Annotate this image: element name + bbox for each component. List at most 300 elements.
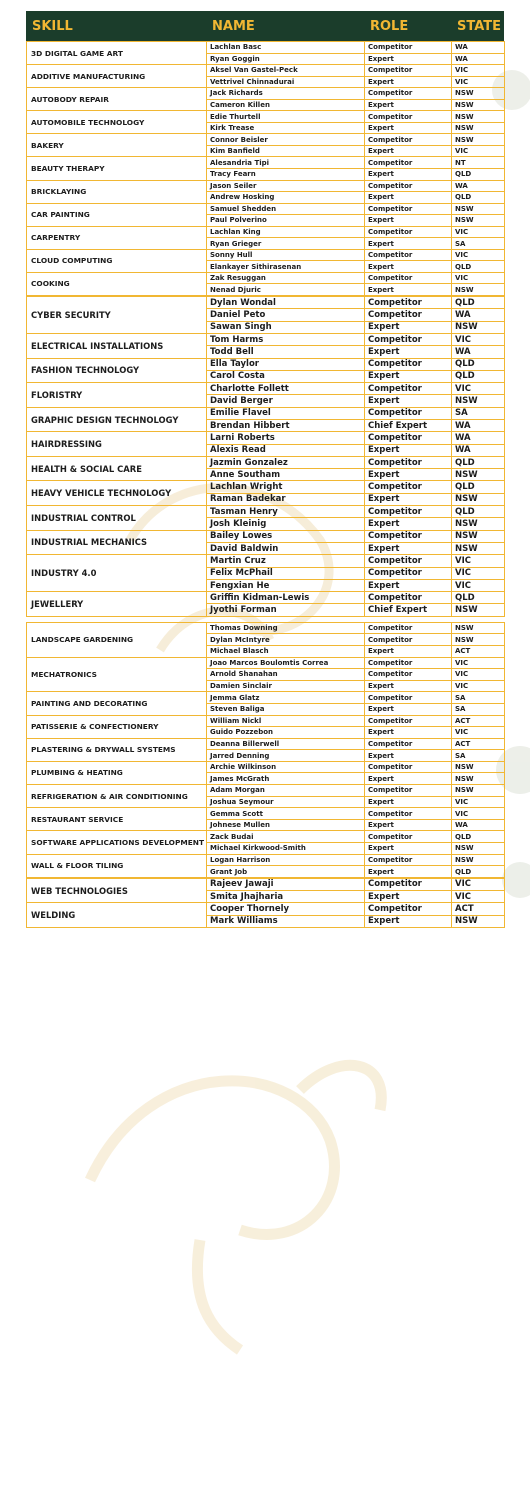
name-cell: Zak Resuggan [207, 272, 365, 284]
role-cell: Expert [365, 215, 452, 227]
state-cell: QLD [452, 169, 505, 181]
name-cell: Jemma Glatz [207, 692, 365, 704]
table-row [27, 88, 505, 100]
state-cell: VIC [452, 555, 505, 567]
state-cell: VIC [452, 891, 505, 903]
role-cell: Expert [365, 819, 452, 831]
name-cell: Dylan Wondal [207, 297, 365, 309]
state-cell: QLD [452, 831, 505, 843]
skill-cell: WALL & FLOOR TILING [27, 854, 207, 877]
state-cell: WA [452, 819, 505, 831]
state-cell: SA [452, 238, 505, 250]
state-cell: NSW [452, 203, 505, 215]
skill-cell: BRICKLAYING [27, 180, 207, 203]
role-cell: Competitor [365, 456, 452, 468]
skill-cell: ADDITIVE MANUFACTURING [27, 65, 207, 88]
state-cell: NT [452, 157, 505, 169]
name-cell: Lachlan Wright [207, 481, 365, 493]
state-cell: NSW [452, 395, 505, 407]
state-cell: VIC [452, 669, 505, 681]
name-cell: Thomas Downing [207, 622, 365, 634]
role-cell: Competitor [365, 692, 452, 704]
role-cell: Competitor [365, 272, 452, 284]
name-cell: Kirk Trease [207, 122, 365, 134]
name-cell: Cooper Thornely [207, 903, 365, 915]
table-row [27, 456, 505, 468]
role-cell: Competitor [365, 622, 452, 634]
role-cell: Expert [365, 53, 452, 65]
state-cell: NSW [452, 773, 505, 785]
state-cell: ACT [452, 715, 505, 727]
table-row [27, 715, 505, 727]
role-cell: Expert [365, 169, 452, 181]
table-row [27, 111, 505, 123]
name-cell: James McGrath [207, 773, 365, 785]
role-cell: Competitor [365, 657, 452, 669]
name-cell: Jack Richards [207, 88, 365, 100]
skill-cell: HEAVY VEHICLE TECHNOLOGY [27, 481, 207, 506]
table-row [27, 42, 505, 54]
role-cell: Expert [365, 796, 452, 808]
table-row [27, 249, 505, 261]
name-cell: Deanna Billerwell [207, 738, 365, 750]
skill-cell: JEWELLERY [27, 592, 207, 617]
state-cell: VIC [452, 657, 505, 669]
name-cell: Elankayer Sithirasenan [207, 261, 365, 273]
state-cell: NSW [452, 622, 505, 634]
name-cell: Alexis Read [207, 444, 365, 456]
name-cell: Jyothi Forman [207, 604, 365, 616]
name-cell: Brendan Hibbert [207, 420, 365, 432]
name-cell: Daniel Peto [207, 309, 365, 321]
role-cell: Competitor [365, 506, 452, 518]
name-cell: Zack Budai [207, 831, 365, 843]
role-cell: Expert [365, 284, 452, 296]
skill-cell: AUTOBODY REPAIR [27, 88, 207, 111]
role-cell: Competitor [365, 634, 452, 646]
name-cell: Dylan McIntyre [207, 634, 365, 646]
name-cell: Fengxian He [207, 579, 365, 591]
name-cell: Paul Polverino [207, 215, 365, 227]
name-cell: Guido Pozzebon [207, 727, 365, 739]
skill-cell: GRAPHIC DESIGN TECHNOLOGY [27, 407, 207, 432]
skill-cell: MECHATRONICS [27, 657, 207, 692]
state-cell: QLD [452, 592, 505, 604]
name-cell: Smita Jhajharia [207, 891, 365, 903]
state-cell: SA [452, 407, 505, 419]
name-cell: Larni Roberts [207, 432, 365, 444]
role-cell: Competitor [365, 808, 452, 820]
name-cell: Tasman Henry [207, 506, 365, 518]
skill-cell: CYBER SECURITY [27, 297, 207, 334]
name-cell: Johnese Mullen [207, 819, 365, 831]
table-row [27, 272, 505, 284]
table-row [27, 65, 505, 77]
role-cell: Competitor [365, 309, 452, 321]
skill-cell: AUTOMOBILE TECHNOLOGY [27, 111, 207, 134]
table-row [27, 333, 505, 345]
role-cell: Expert [365, 493, 452, 505]
state-cell: NSW [452, 634, 505, 646]
role-cell: Expert [365, 866, 452, 878]
table-row [27, 854, 505, 866]
state-cell: VIC [452, 76, 505, 88]
table-row [27, 555, 505, 567]
name-cell: Joshua Seymour [207, 796, 365, 808]
name-cell: Rajeev Jawaji [207, 878, 365, 890]
role-cell: Competitor [365, 383, 452, 395]
role-cell: Expert [365, 99, 452, 111]
table-row [27, 157, 505, 169]
roster-table [26, 878, 505, 928]
state-cell: VIC [452, 65, 505, 77]
skill-cell: HEALTH & SOCIAL CARE [27, 456, 207, 481]
header-skill: SKILL [32, 18, 73, 34]
skill-cell: RESTAURANT SERVICE [27, 808, 207, 831]
state-cell: ACT [452, 903, 505, 915]
name-cell: Raman Badekar [207, 493, 365, 505]
name-cell: Michael Blasch [207, 645, 365, 657]
table-row [27, 203, 505, 215]
state-cell: VIC [452, 226, 505, 238]
name-cell: Ryan Goggin [207, 53, 365, 65]
state-cell: NSW [452, 111, 505, 123]
table-row [27, 878, 505, 890]
state-cell: VIC [452, 808, 505, 820]
table-row [27, 383, 505, 395]
role-cell: Competitor [365, 180, 452, 192]
name-cell: Jazmin Gonzalez [207, 456, 365, 468]
state-cell: NSW [452, 518, 505, 530]
role-cell: Competitor [365, 831, 452, 843]
table-row [27, 808, 505, 820]
table-row [27, 134, 505, 146]
skill-cell: CAR PAINTING [27, 203, 207, 226]
role-cell: Competitor [365, 481, 452, 493]
name-cell: William Nickl [207, 715, 365, 727]
role-cell: Competitor [365, 878, 452, 890]
role-cell: Expert [365, 703, 452, 715]
skill-cell: CLOUD COMPUTING [27, 249, 207, 272]
state-cell: NSW [452, 469, 505, 481]
name-cell: Logan Harrison [207, 854, 365, 866]
role-cell: Expert [365, 76, 452, 88]
skill-cell: FASHION TECHNOLOGY [27, 358, 207, 383]
skill-cell: ELECTRICAL INSTALLATIONS [27, 333, 207, 358]
name-cell: Alesandria Tipi [207, 157, 365, 169]
name-cell: Anne Southam [207, 469, 365, 481]
role-cell: Expert [365, 122, 452, 134]
state-cell: WA [452, 444, 505, 456]
name-cell: Martin Cruz [207, 555, 365, 567]
state-cell: SA [452, 703, 505, 715]
state-cell: NSW [452, 604, 505, 616]
name-cell: Archie Wilkinson [207, 761, 365, 773]
role-cell: Expert [365, 645, 452, 657]
role-cell: Expert [365, 192, 452, 204]
role-cell: Expert [365, 915, 452, 927]
role-cell: Competitor [365, 65, 452, 77]
name-cell: Lachlan King [207, 226, 365, 238]
name-cell: Michael Kirkwood-Smith [207, 843, 365, 855]
state-cell: NSW [452, 854, 505, 866]
name-cell: Arnold Shanahan [207, 669, 365, 681]
role-cell: Expert [365, 727, 452, 739]
role-cell: Expert [365, 843, 452, 855]
name-cell: David Baldwin [207, 542, 365, 554]
role-cell: Expert [365, 542, 452, 554]
name-cell: Mark Williams [207, 915, 365, 927]
name-cell: Connor Beisler [207, 134, 365, 146]
state-cell: VIC [452, 579, 505, 591]
state-cell: QLD [452, 456, 505, 468]
role-cell: Chief Expert [365, 604, 452, 616]
state-cell: WA [452, 309, 505, 321]
role-cell: Competitor [365, 592, 452, 604]
skill-cell: COOKING [27, 272, 207, 295]
state-cell: QLD [452, 866, 505, 878]
table-row [27, 831, 505, 843]
table-row [27, 761, 505, 773]
role-cell: Competitor [365, 715, 452, 727]
state-cell: NSW [452, 122, 505, 134]
name-cell: Steven Baliga [207, 703, 365, 715]
role-cell: Competitor [365, 903, 452, 915]
name-cell: Jason Seiler [207, 180, 365, 192]
skill-cell: HAIRDRESSING [27, 432, 207, 457]
name-cell: Carol Costa [207, 370, 365, 382]
table-header [26, 11, 504, 41]
role-cell: Competitor [365, 134, 452, 146]
role-cell: Expert [365, 321, 452, 333]
table-row [27, 506, 505, 518]
state-cell: NSW [452, 493, 505, 505]
skill-cell: FLORISTRY [27, 383, 207, 408]
name-cell: Felix McPhail [207, 567, 365, 579]
header-state: STATE [457, 18, 502, 34]
role-cell: Expert [365, 469, 452, 481]
state-cell: VIC [452, 878, 505, 890]
role-cell: Expert [365, 891, 452, 903]
state-cell: ACT [452, 738, 505, 750]
name-cell: Tom Harms [207, 333, 365, 345]
role-cell: Expert [365, 346, 452, 358]
role-cell: Competitor [365, 567, 452, 579]
role-cell: Competitor [365, 111, 452, 123]
skill-cell: CARPENTRY [27, 226, 207, 249]
skill-cell: SOFTWARE APPLICATIONS DEVELOPMENT [27, 831, 207, 854]
role-cell: Competitor [365, 530, 452, 542]
role-cell: Chief Expert [365, 420, 452, 432]
name-cell: Sawan Singh [207, 321, 365, 333]
name-cell: Josh Kleinig [207, 518, 365, 530]
state-cell: NSW [452, 915, 505, 927]
role-cell: Competitor [365, 407, 452, 419]
role-cell: Competitor [365, 669, 452, 681]
table-row [27, 738, 505, 750]
name-cell: Lachlan Basc [207, 42, 365, 54]
state-cell: WA [452, 432, 505, 444]
role-cell: Expert [365, 750, 452, 762]
name-cell: Tracy Fearn [207, 169, 365, 181]
header-role: ROLE [370, 18, 409, 34]
state-cell: SA [452, 692, 505, 704]
skill-cell: INDUSTRIAL CONTROL [27, 506, 207, 531]
table-row [27, 530, 505, 542]
name-cell: Jarred Denning [207, 750, 365, 762]
role-cell: Competitor [365, 42, 452, 54]
name-cell: Gemma Scott [207, 808, 365, 820]
state-cell: NSW [452, 530, 505, 542]
name-cell: Sonny Hull [207, 249, 365, 261]
state-cell: ACT [452, 645, 505, 657]
state-cell: NSW [452, 843, 505, 855]
name-cell: Vettrivel Chinnadurai [207, 76, 365, 88]
skill-cell: WEB TECHNOLOGIES [27, 878, 207, 903]
role-cell: Competitor [365, 88, 452, 100]
state-cell: VIC [452, 727, 505, 739]
name-cell: Joao Marcos Boulomtis Correa [207, 657, 365, 669]
name-cell: Griffin Kidman-Lewis [207, 592, 365, 604]
state-cell: VIC [452, 383, 505, 395]
role-cell: Competitor [365, 738, 452, 750]
state-cell: NSW [452, 761, 505, 773]
state-cell: QLD [452, 261, 505, 273]
role-cell: Competitor [365, 157, 452, 169]
name-cell: Damien Sinclair [207, 680, 365, 692]
role-cell: Expert [365, 238, 452, 250]
name-cell: Aksel Van Gastel-Peck [207, 65, 365, 77]
name-cell: Nenad Djuric [207, 284, 365, 296]
table-row [27, 358, 505, 370]
role-cell: Expert [365, 370, 452, 382]
skill-cell: 3D DIGITAL GAME ART [27, 42, 207, 65]
state-cell: VIC [452, 333, 505, 345]
name-cell: Todd Bell [207, 346, 365, 358]
role-cell: Competitor [365, 761, 452, 773]
roster-sheet [26, 11, 504, 928]
role-cell: Expert [365, 444, 452, 456]
role-cell: Competitor [365, 555, 452, 567]
state-cell: VIC [452, 145, 505, 157]
role-cell: Competitor [365, 226, 452, 238]
state-cell: VIC [452, 680, 505, 692]
name-cell: Ryan Grieger [207, 238, 365, 250]
table-row [27, 903, 505, 915]
skill-cell: BEAUTY THERAPY [27, 157, 207, 180]
name-cell: Charlotte Follett [207, 383, 365, 395]
state-cell: WA [452, 180, 505, 192]
role-cell: Expert [365, 145, 452, 157]
skill-cell: INDUSTRY 4.0 [27, 555, 207, 592]
table-row [27, 226, 505, 238]
state-cell: VIC [452, 272, 505, 284]
header-name: NAME [212, 18, 255, 34]
roster-table [26, 622, 505, 878]
name-cell: Samuel Shedden [207, 203, 365, 215]
state-cell: WA [452, 420, 505, 432]
name-cell: Grant Job [207, 866, 365, 878]
role-cell: Expert [365, 680, 452, 692]
state-cell: SA [452, 750, 505, 762]
table-row [27, 592, 505, 604]
state-cell: NSW [452, 785, 505, 797]
roster-tables [26, 41, 504, 928]
state-cell: QLD [452, 506, 505, 518]
skill-cell: INDUSTRIAL MECHANICS [27, 530, 207, 555]
role-cell: Competitor [365, 432, 452, 444]
role-cell: Competitor [365, 249, 452, 261]
table-row [27, 657, 505, 669]
role-cell: Expert [365, 395, 452, 407]
skill-cell: BAKERY [27, 134, 207, 157]
skill-cell: REFRIGERATION & AIR CONDITIONING [27, 785, 207, 808]
role-cell: Competitor [365, 203, 452, 215]
skill-cell: LANDSCAPE GARDENING [27, 622, 207, 657]
table-row [27, 692, 505, 704]
table-row [27, 785, 505, 797]
role-cell: Competitor [365, 333, 452, 345]
state-cell: QLD [452, 297, 505, 309]
name-cell: Bailey Lowes [207, 530, 365, 542]
table-row [27, 180, 505, 192]
skill-cell: WELDING [27, 903, 207, 928]
role-cell: Competitor [365, 854, 452, 866]
name-cell: Andrew Hosking [207, 192, 365, 204]
name-cell: Ella Taylor [207, 358, 365, 370]
state-cell: WA [452, 42, 505, 54]
table-row [27, 481, 505, 493]
name-cell: Emilie Flavel [207, 407, 365, 419]
role-cell: Competitor [365, 297, 452, 309]
name-cell: Adam Morgan [207, 785, 365, 797]
name-cell: David Berger [207, 395, 365, 407]
state-cell: NSW [452, 284, 505, 296]
role-cell: Competitor [365, 358, 452, 370]
skill-cell: PLUMBING & HEATING [27, 761, 207, 784]
table-row [27, 297, 505, 309]
state-cell: QLD [452, 370, 505, 382]
state-cell: NSW [452, 542, 505, 554]
state-cell: VIC [452, 567, 505, 579]
name-cell: Kim Banfield [207, 145, 365, 157]
state-cell: VIC [452, 796, 505, 808]
state-cell: WA [452, 53, 505, 65]
name-cell: Cameron Killen [207, 99, 365, 111]
state-cell: NSW [452, 215, 505, 227]
skill-cell: PLASTERING & DRYWALL SYSTEMS [27, 738, 207, 761]
state-cell: NSW [452, 321, 505, 333]
state-cell: NSW [452, 88, 505, 100]
role-cell: Expert [365, 773, 452, 785]
name-cell: Edie Thurtell [207, 111, 365, 123]
state-cell: NSW [452, 99, 505, 111]
role-cell: Expert [365, 261, 452, 273]
roster-table [26, 41, 505, 296]
table-row [27, 407, 505, 419]
skill-cell: PAINTING AND DECORATING [27, 692, 207, 715]
state-cell: QLD [452, 358, 505, 370]
state-cell: QLD [452, 481, 505, 493]
state-cell: VIC [452, 249, 505, 261]
skill-cell: PATISSERIE & CONFECTIONERY [27, 715, 207, 738]
state-cell: WA [452, 346, 505, 358]
roster-table [26, 296, 505, 617]
role-cell: Expert [365, 518, 452, 530]
role-cell: Competitor [365, 785, 452, 797]
table-row [27, 622, 505, 634]
state-cell: QLD [452, 192, 505, 204]
